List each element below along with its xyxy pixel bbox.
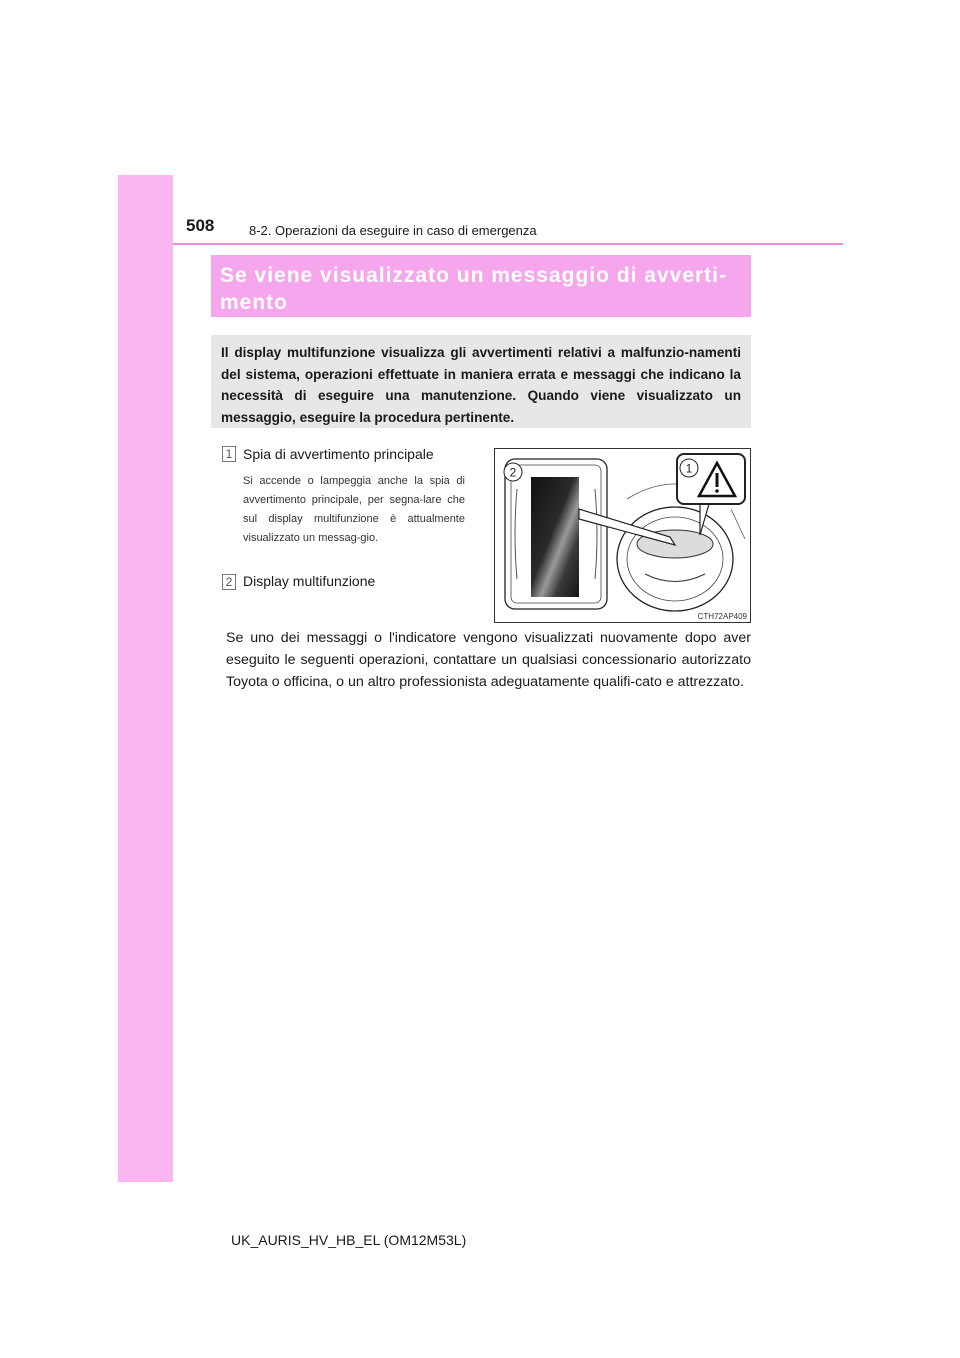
callout-1-label: 1 — [685, 461, 693, 476]
item-2-number: 2 — [222, 574, 236, 590]
side-color-band — [118, 175, 173, 1182]
heading-title — [220, 262, 742, 316]
intro-text: Il display multifunzione visualizza gli avvertimenti relativi a malfunzio-namenti del sistema, operazioni effettuate in maniera errata e messaggi che indicano la necessità di eseguire una manutenzione. Quando viene visualizzato un messaggio, eseguire la procedura pertinente. — [221, 345, 741, 425]
callout-2-label: 2 — [509, 465, 517, 480]
item-2-title: Display multifunzione — [243, 573, 376, 589]
figure-code: CTH72AP409 — [697, 612, 747, 621]
section-title: 8-2. Operazioni da eseguire in caso di emergenza — [249, 223, 537, 238]
heading-box — [211, 255, 751, 317]
heading-line-2: mento — [220, 291, 288, 314]
page-number: 508 — [186, 216, 215, 235]
item-1-title: Spia di avvertimento principale — [243, 446, 434, 462]
intro-box — [211, 335, 751, 428]
item-1-number: 1 — [222, 446, 236, 462]
footer-manual-id: UK_AURIS_HV_HB_EL (OM12M53L) — [231, 1232, 467, 1248]
item-1-description: Si accende o lampeggia anche la spia di avvertimento principale, per segna-lare che sul display multifunzione è attualmente visualizzato un messag-gio. — [243, 475, 465, 544]
body-paragraph: Se uno dei messaggi o l'indicatore vengono visualizzati nuovamente dopo aver eseguito le seguenti operazioni, contattare un qualsiasi concessionario autorizzato Toyota o officina, o un altro professionista adeguatamente qualifi-cato e attrezzato. — [226, 630, 751, 690]
heading-line-1: Se viene visualizzato un messaggio di avverti- — [220, 264, 727, 287]
multi-display-screen — [531, 477, 579, 597]
dashboard-illustration — [494, 448, 751, 623]
header-rule — [173, 243, 843, 245]
dashboard-drawing — [495, 449, 752, 624]
